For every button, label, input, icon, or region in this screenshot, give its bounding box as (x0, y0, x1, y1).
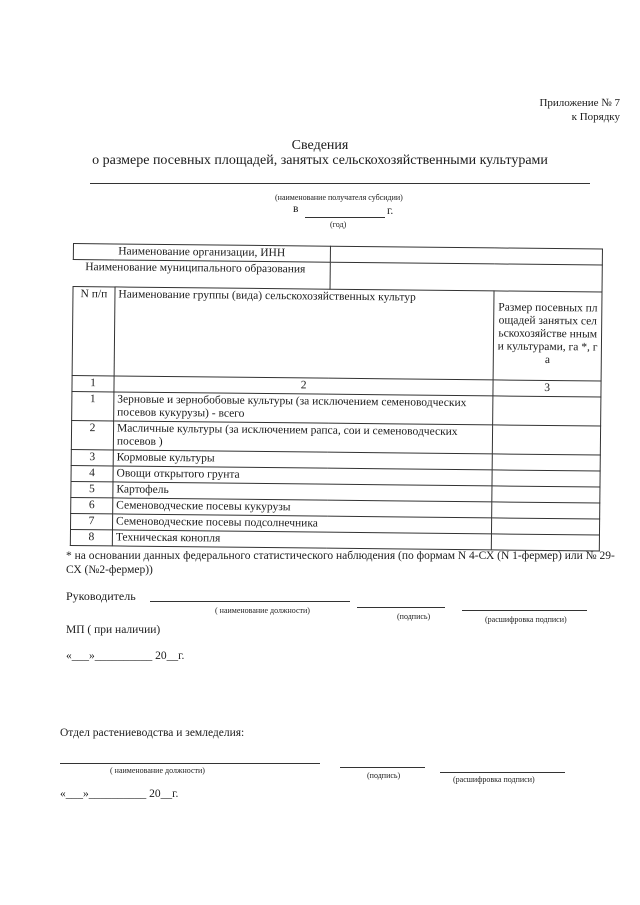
row-num: 4 (71, 465, 113, 481)
signature2-date: «___»__________ 20__г. (60, 788, 179, 800)
row-name: Кормовые культуры (113, 450, 492, 470)
stamp-note: МП ( при наличии) (66, 624, 161, 636)
recipient-line (90, 183, 590, 184)
crop-area-table (70, 243, 603, 552)
col-num-header: N п/п (72, 287, 115, 376)
signature2-decode-line (440, 772, 565, 773)
signature1-sign-caption: (подпись) (397, 612, 431, 621)
col-name-header: Наименование группы (вида) сельскохозяйственных культур (114, 287, 494, 380)
index-col-1: 1 (72, 375, 114, 391)
appendix-header (539, 96, 620, 124)
document-title (0, 138, 640, 168)
header-row (72, 287, 602, 382)
org-label: Наименование организации, ИНН (73, 244, 330, 263)
row-name: Овощи открытого грунта (113, 466, 492, 486)
row-num: 7 (70, 513, 112, 529)
signature1-decode-caption: (расшифровка подписи) (485, 615, 567, 624)
title-line-2: о размере посевных площадей, занятых сельскохозяйственными культурами (92, 153, 548, 168)
recipient-caption: (наименование получателя субсидии) (275, 193, 403, 202)
municipality-label: Наименование муниципального образования (73, 260, 330, 290)
signature2-decode-caption: (расшифровка подписи) (453, 775, 535, 784)
signature2-label: Отдел растениеводства и земледелия: (60, 727, 245, 739)
row-name: Картофель (113, 482, 492, 502)
municipality-value (330, 262, 603, 292)
row-value (492, 454, 600, 471)
row-value (493, 396, 601, 426)
row-name: Семеноводческие посевы кукурузы (113, 498, 492, 518)
year-suffix: г. (387, 205, 394, 217)
signature2-sign-caption: (подпись) (367, 771, 401, 780)
row-num: 2 (71, 420, 113, 449)
row-num: 5 (71, 481, 113, 497)
year-prefix: в (293, 203, 299, 215)
signature1-decode-line (462, 610, 587, 611)
year-caption: (год) (330, 220, 347, 229)
signature1-date: «___»__________ 20__г. (66, 650, 185, 662)
row-value (492, 470, 600, 487)
row-name: Зерновые и зернобобовые культуры (за исключением семеноводческих посевов кукурузы) - всего (114, 392, 494, 425)
title-line-1: Сведения (291, 138, 349, 153)
row-num: 3 (71, 449, 113, 465)
row-name: Техническая конопля (112, 530, 491, 550)
year-line (305, 217, 385, 218)
appendix-number: Приложение № 7 (539, 97, 620, 109)
appendix-reference: к Порядку (571, 111, 620, 123)
row-value (492, 486, 600, 503)
signature2-sign-line (340, 767, 425, 768)
signature1-label: Руководитель (66, 589, 136, 603)
signature1-position-caption: ( наименование должности) (215, 606, 310, 615)
row-num: 8 (70, 529, 112, 545)
row-name: Семеноводческие посевы подсолнечника (112, 514, 491, 534)
index-col-2: 2 (114, 376, 493, 396)
signature2-position-line (60, 763, 320, 764)
signature1-position-line (150, 601, 350, 602)
col-size-header: Размер посевных площадей занятых сельскохозяйстве нными культурами, га *, га (493, 291, 602, 381)
row-value (493, 425, 601, 455)
footnote: * на основании данных федерального статистического наблюдения (по формам N 4-СХ (N 1-фермер) или № 29-СХ (№2-фермер)) (66, 550, 615, 576)
row-value (492, 518, 600, 535)
signature2-position-caption: ( наименование должности) (110, 766, 205, 775)
row-num: 1 (72, 391, 114, 420)
row-value (492, 502, 600, 519)
signature1-sign-line (357, 607, 445, 608)
row-num: 6 (71, 497, 113, 513)
row-name: Масличные культуры (за исключением рапса, сои и семеноводческих посевов ) (113, 421, 493, 454)
index-col-3: 3 (493, 380, 601, 397)
